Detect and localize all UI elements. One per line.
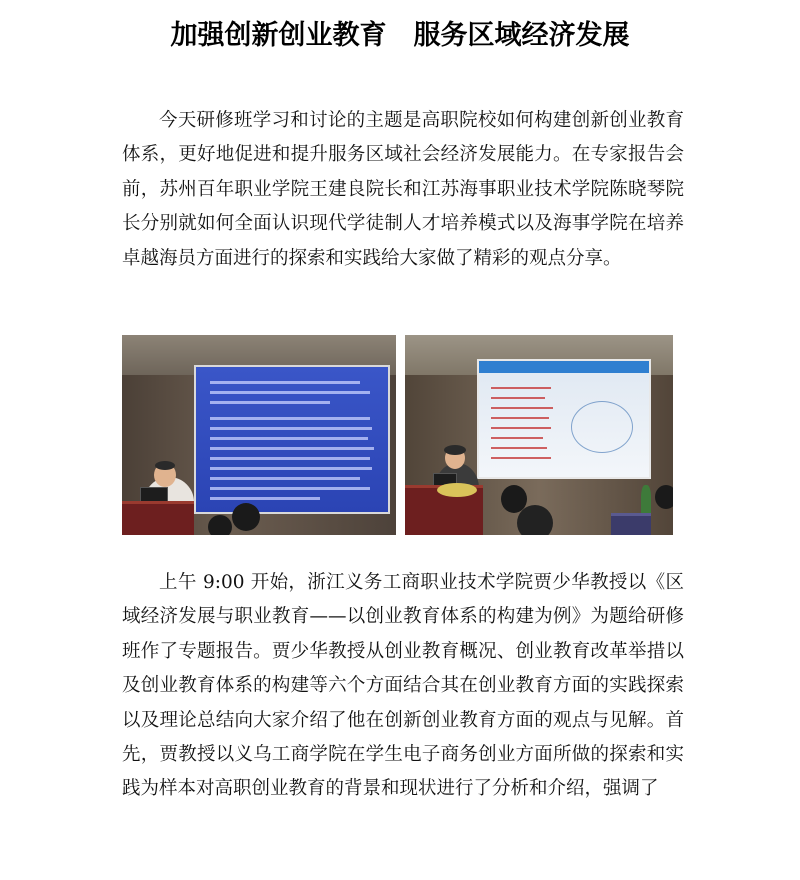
conference-photo-right (405, 335, 673, 535)
page-title: 加强创新创业教育 服务区域经济发展 (170, 20, 630, 51)
paragraph-report: 上午 9:00 开始，浙江义务工商职业技术学院贾少华教授以《区域经济发展与职业教育——以创业教育体系的构建为例》为题给研修班作了专题报告。贾少华教授从创业教育概况、创业教育改革举措以及创业教育体系的构建等六个方面结合其在创业教育方面的实践探索以及理论总结向大家介绍了他在创新创业教育方面的观点与见解。首先，贾教授以义乌工商学院在学生电子商务创业方面所做的探索和实践为样本对高职创业教育的背景和现状进行了分析和介绍，强调了 (122, 572, 684, 800)
projection-screen (194, 365, 390, 514)
projection-screen (477, 359, 651, 479)
audience-head (232, 503, 260, 531)
paragraph-intro: 今天研修班学习和讨论的主题是高职院校如何构建创新创业教育体系，更好地促进和提升服务区域社会经济发展能力。在专家报告会前，苏州百年职业学院王建良院长和江苏海事职业技术学院陈晓琴院长分别就如何全面认识现代学徒制人才培养模式以及海事学院在培养卓越海员方面进行的探索和实践给大家做了精彩的观点分享。 (122, 110, 684, 269)
conference-photo-left (122, 335, 396, 535)
podium (122, 501, 194, 535)
